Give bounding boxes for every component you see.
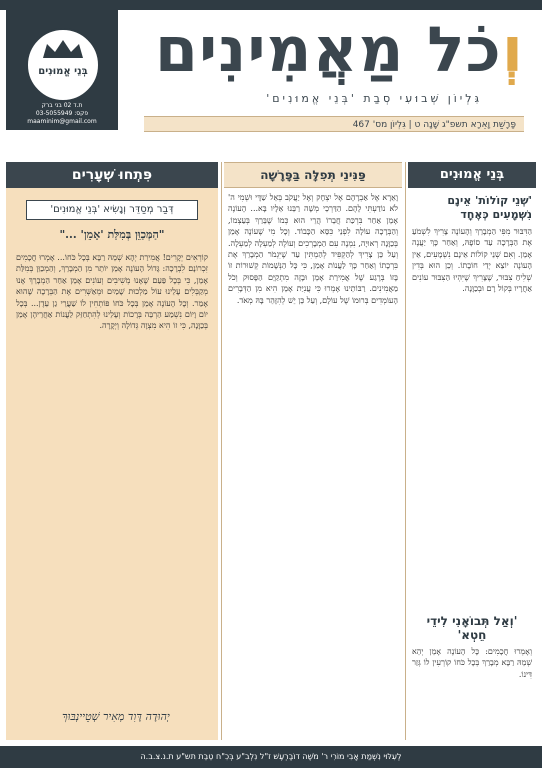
left-column-subheading: דְּבַר מְסַדֵּר וְנָשִׂיא 'בְּנֵי אֱמוּנִים': [26, 200, 198, 220]
title-rest: כֹל מַאֲמִינִים: [154, 13, 502, 86]
middle-column: [224, 162, 402, 740]
newsletter-subtitle: גִּלְיוֹן שְׁבוּעִי סְבַת 'בְּנֵי אֱמוּנִים': [266, 92, 482, 105]
logo-contact-info: ת.ד 02 בני ברק פקס: 03-5055949 maaminim@gmail.com: [27, 102, 97, 125]
left-column-quote: "הַמְּכַוֵּן בְּמִלַּת 'אָמֵן' ...": [59, 228, 165, 241]
right-column-heading: בְּנֵי אֱמוּנִים: [408, 162, 536, 188]
newsletter-title: [155, 8, 524, 92]
logo-box: [6, 10, 118, 130]
right-column-body-1: הַדִּבּוּר מִפִּי הַמְבָרֵךְ וְהָעוֹנֶה צָרִיךְ לִשְׁמֹעַ אֶת הַבְּרָכָה עַד סוֹפָהּ, וְאַחַר כָּךְ יַעֲנֶה אָמֵן. וְאִם שְׁנֵי קוֹלוֹת אֵינָם נִשְׁמָעִים, אֵין הָעוֹנֶה יוֹצֵא יְדֵי חוֹבָתוֹ. וְכֵן הוּא בְּדִין שְׁלִיחַ צִבּוּר, שֶׁצָּרִיךְ שֶׁיִּהְיוּ הַצִּבּוּר עוֹנִים אַחֲרָיו בְּקוֹל רָם וּבְכַוָּנָה.: [412, 227, 532, 294]
left-column: [6, 162, 218, 740]
logo: [26, 28, 100, 102]
left-column-signature: יְהוּדָה דָּוִד מְאִיר שְׁטֵיינְבּוּךְ: [62, 710, 170, 723]
right-column-headline-1: 'שְׁנֵי קוֹלוֹת' אֵינָם נִשְׁמָעִים כְּאֶחָד: [447, 194, 532, 221]
title-first-letter: וְ: [501, 13, 524, 86]
left-column-heading: פִּתְחוּ שְׁעָרִים: [6, 162, 218, 188]
logo-name: בְּנֵי אֱמוּנִים: [38, 66, 88, 77]
crown-icon: [41, 38, 85, 60]
column-divider: [221, 162, 222, 740]
column-divider: [405, 162, 406, 740]
right-column: [408, 162, 536, 740]
dedication-footer: לְעִלּוּי נִשְׁמַת אָבִי מוֹרִי ר' מֹשֶׁה דוֹבֶרְעֶשׁ ז"ל נִלְב"ע בְּכִ"ח טֵבֵת תש"ע ת.נ.צ.ב.ה: [0, 746, 542, 768]
masthead: [0, 0, 542, 138]
issue-line: פָּרָשַׁת וָאֵרָא תשפ"ג שָׁנָה ט | גִּלְיוֹן מס' 467: [144, 116, 524, 132]
left-column-body: קוֹרְאִים יְקָרִים! אֲמִירַת יְהָא שְׁמֵהּ רַבָּא בְּכָל כֹּחוֹ... אָמְרוּ חֲכָמִים זִכְרוֹנָם לִבְרָכָה: גָּדוֹל הָעוֹנֶה אָמֵן יוֹתֵר מִן הַמְבָרֵךְ, וְהַמְכַוֵּן בְּמִלַּת אָמֵן, כִּי בְּכָל פַּעַם שֶׁאָנוּ מְשִׁיבִים וְעוֹנִים אָמֵן אַחַר הַמְבָרֵךְ אָנוּ מְקַבְּלִים עָלֵינוּ עוֹל מַלְכוּת שָׁמַיִם וּמְאַשְּׁרִים אֶת הַבְּרָכָה שֶׁהוּא אָמַר. וְכָל הָעוֹנֶה אָמֵן בְּכָל כֹּחוֹ פּוֹתְחִין לוֹ שַׁעֲרֵי גַן עֵדֶן... בְּכָל יוֹם וָיוֹם נִשְׁמַע הַרְבֵּה בְּרָכוֹת וְעָלֵינוּ לְהִתְחַזֵּק לַעֲנוֹת אַחֲרֵיהֶן אָמֵן בְּכַוָּנָה, כִּי זוֹ הִיא מִצְוָה גְּדוֹלָה וְיְקָרָה.: [16, 253, 208, 331]
middle-column-heading: פַּנִּינֵי תְּפִלָּה בַּפָּרָשָׁה: [224, 162, 402, 188]
middle-column-body: וָאֵרָא אֶל אַבְרָהָם אֶל יִצְחָק וְאֶל יַעֲקֹב בְּאֵל שַׁדָּי וּשְׁמִי ה' לֹא נוֹדַעְתִּי לָהֶם. הַדַּרְכֵי מְשָׁה רַבֵּנוּ אֵלָיו בָּא... הָעוֹנֶה אָמֵן אַחַר בִּרְכַּת חֲבֵרוֹ הֲרֵי הוּא כְּמוֹ שֶׁבֵּרַךְ בְּעַצְמוֹ, וְהַבְּרָכָה עוֹלָה לִפְנֵי כִּסֵּא הַכָּבוֹד. וְכָל מִי שֶׁעוֹנֶה אָמֵן בְּכַוָּנָה רְאוּיָה, נִמְנֶה עִם הַמְבָרְכִים וְעוֹלֶה לְמַעְלָה לְמַעְלָה. וְעַל כֵּן צָרִיךְ לְהַקְפִּיד לְהַמְתִּין עַד שֶׁיִּגְמֹר הַמְבָרֵךְ אֶת בִּרְכָתוֹ וְאַחַר כָּךְ לַעֲנוֹת אָמֵן, כִּי כָּל הַנְּשָׁמוֹת קְשׁוּרוֹת זוֹ בָּזוֹ בְּרֶגַע שֶׁל אֲמִירַת אָמֵן וּבָזֶה מִתְקַיֵּם הַפָּסוּק וְכֹל מַאֲמִינִים. רַבּוֹתֵינוּ אָמְרוּ כִּי עֲנִיַּת אָמֵן הִיא מִן הַדְּבָרִים הָעוֹמְדִים בְּרוּמוֹ שֶׁל עוֹלָם, וְעַל כֵּן יֵשׁ לְהִזָּהֵר בָּהּ מְאֹד.: [228, 193, 398, 305]
right-column-headline-2: 'וְאַל תְּבוֹאָנִי לִידֵי חֵטְא': [426, 614, 518, 642]
right-column-body-2: וְאָמְרוּ חֲכָמִים: כָּל הָעוֹנֶה אָמֵן יְהֵא שְׁמֵהּ רַבָּא מְבָרַךְ בְּכָל כֹּחוֹ קוֹרְעִין לוֹ גְּזַר דִּינוֹ.: [412, 647, 532, 679]
